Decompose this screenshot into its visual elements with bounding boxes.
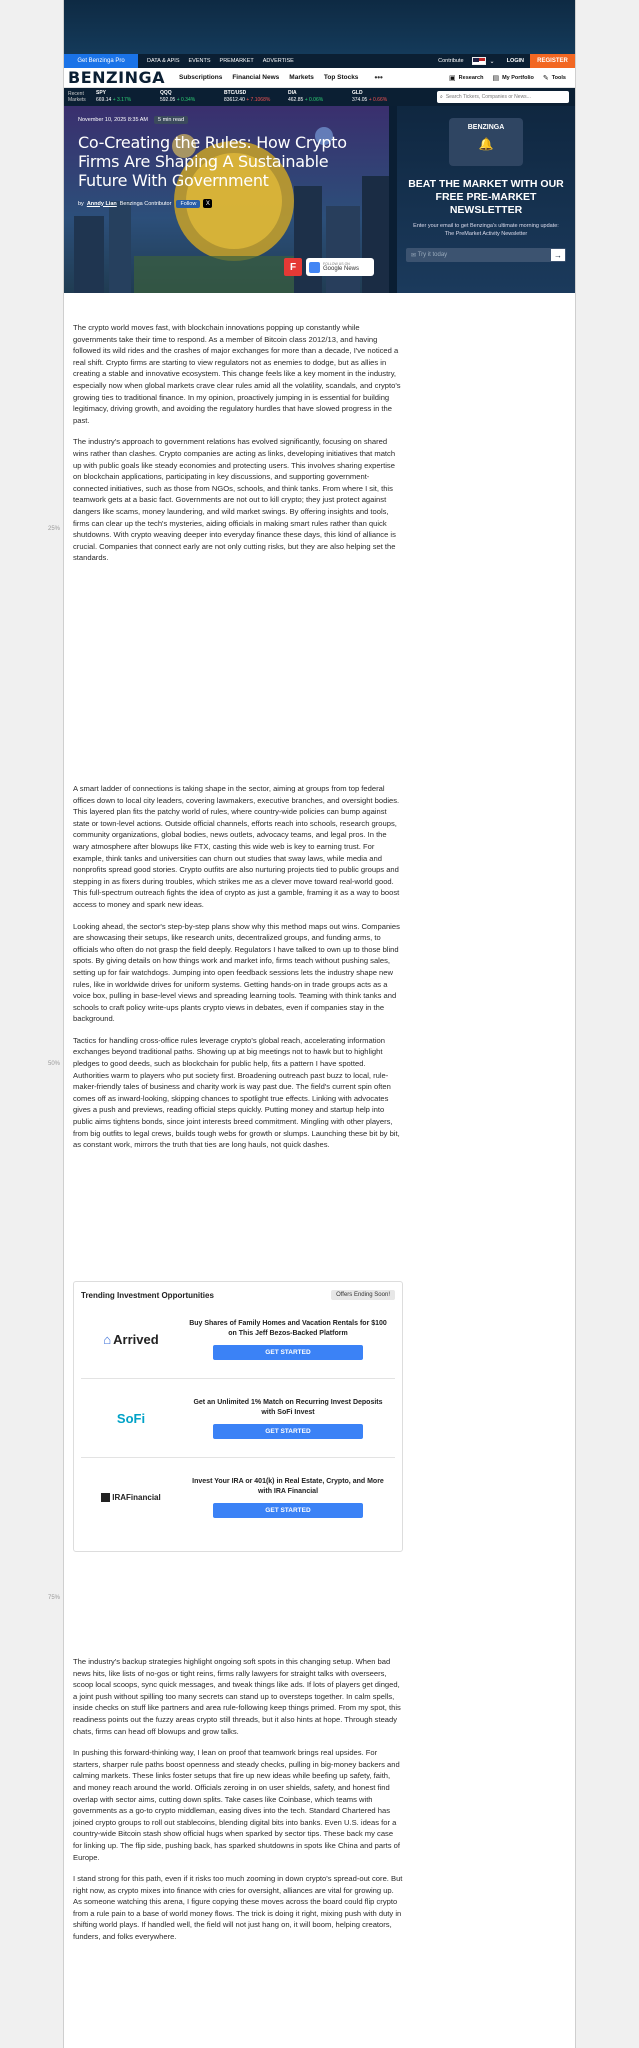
offers-ending-badge: Offers Ending Soon!	[331, 1290, 395, 1300]
offer-text: Get an Unlimited 1% Match on Recurring Invest Deposits with SoFi Invest	[193, 1398, 383, 1416]
nav-markets[interactable]: Markets	[289, 74, 314, 81]
submit-arrow-button[interactable]: →	[551, 249, 565, 261]
get-started-button[interactable]: GET STARTED	[213, 1424, 363, 1439]
benzinga-logo[interactable]: BENZINGA	[68, 68, 165, 87]
bell-icon: 🔔	[478, 137, 494, 151]
portfolio-link[interactable]: ▤ My Portfolio	[492, 74, 534, 82]
article-body-part-1	[73, 322, 403, 574]
google-news-button[interactable]: FOLLOW US ON Google News	[306, 258, 374, 276]
x-icon[interactable]: X	[203, 199, 212, 208]
article-date: November 10, 2025 8:35 AM	[78, 117, 149, 123]
ira-financial-logo: IRA Financial	[81, 1493, 181, 1502]
ticker-dia[interactable]: DIA 462.85 + 0.06%	[288, 90, 324, 103]
article-paragraph: A smart ladder of connections is taking shape in the sector, aiming at groups from top federal offices down to local city leaders, covering lawmakers, executive branches, and oversight bodies. This layered plan fits the patchy world of rules, where country-wide policies can bump against state or town-level actions. Outside official channels, efforts reach into schools, research groups, community organizations, global bodies, news outlets, advocacy teams, and legal pros. In the wary atmosphere after blowups like FTX, casting this wide web is key to earning trust. For example, think tanks and universities can churn out studies that sway laws, while media and nonprofits spread good stories. Crypto outfits are also nurturing projects tied to public groups and stepping in as fixers during troubles, which strikes me as a clever move toward real-world good. This full-spectrum outreach fights the idea of crypto as just a gamble, framing it as a way to boost access to money and spark new ideas.	[73, 784, 400, 909]
login-button[interactable]: LOGIN	[506, 58, 524, 64]
right-rail-border	[575, 0, 576, 2048]
ticker-search-input[interactable]: ⌕ Search Tickers, Companies or News...	[437, 91, 569, 103]
ticker-bar	[64, 88, 575, 106]
research-icon: ▣	[449, 74, 456, 82]
offer-text: Buy Shares of Family Homes and Vacation Rentals for $100 on This Jeff Bezos-Backed Platform	[189, 1319, 387, 1337]
author-role: Benzinga Contributor	[119, 200, 172, 207]
chevron-down-icon[interactable]: ⌄	[489, 58, 495, 65]
read-time-badge: 5 min read	[154, 116, 188, 124]
ticker-spy[interactable]: SPY 669.14 + 3.17%	[96, 90, 132, 103]
get-started-button[interactable]: GET STARTED	[213, 1503, 363, 1518]
register-button[interactable]: REGISTER	[530, 54, 575, 68]
article-paragraph: The crypto world moves fast, with blockchain innovations popping up constantly while governments take their time to respond. As a member of Bitcoin class 2012/13, and having followed its wild rides and the crashes of major exchanges for more than a decade, I've noticed a real shift. Crypto firms are starting to view regulators not as enemies to dodge, but as allies in creating a stable and innovative ecosystem. This change feels like a key moment in the industry, especially now when global markets crave clear rules amid all the volatility, scandals, and crypto's growing ties to traditional finance. In my opinion, proactively jumping in is essential for building legitimacy, driving growth, and avoiding the regulatory hurdles that have slowed progress in the past.	[73, 323, 401, 425]
google-news-icon	[309, 262, 320, 273]
us-flag-icon[interactable]	[472, 57, 486, 65]
article-hero	[64, 106, 575, 293]
ticker-label: Recent Markets	[68, 91, 86, 103]
wrench-icon: ✎	[542, 74, 549, 82]
newsletter-panel	[397, 106, 575, 293]
ticker-btc-usd[interactable]: BTC/USD 83612.40 + 7.1068%	[224, 90, 271, 103]
nav-financial-news[interactable]: Financial News	[232, 74, 280, 81]
article-paragraph: Tactics for handling cross-office rules leverage crypto's global reach, accelerating information exchanges beyond traditional paths. Showing up at big meetings not to hawk but to highlight pledges to good deeds, such as blockchain for public help, fits a pattern I have spotted. Authorities warm to players who put society first. Broadening outreach past buzz to local, rule-maker-friendly tales of business and charity work is way past due. The field's current spin often comes off as inward-looking, skipping chances to spotlight true effects. Linking with advocates gives a push and previews, reading official steps quickly. Putting money and startup help into public aims tightens bonds, since joint interests breed commitment. Mingling with other players, from big outfits to legal crews, builds tough webs for growth or slumps. Launching these bit by bit, as constant work, mirrors the truth that ties are long hauls, not quick dashes.	[73, 1035, 400, 1150]
page-content	[64, 0, 575, 2048]
trending-investments-widget	[73, 1281, 403, 1552]
top-ad-banner[interactable]	[64, 0, 575, 54]
research-link[interactable]: ▣ Research	[449, 74, 484, 82]
flipboard-icon[interactable]: F	[284, 258, 302, 276]
portfolio-icon: ▤	[492, 74, 500, 82]
newsletter-logo: BENZINGA 🔔	[449, 118, 523, 166]
arrived-logo: ⌂ Arrived	[103, 1331, 159, 1347]
get-started-button[interactable]: GET STARTED	[213, 1345, 363, 1360]
article-title: Co-Creating the Rules: How Crypto Firms Are Shaping A Sustainable Future With Government	[78, 133, 347, 190]
offer-arrived	[81, 1300, 395, 1379]
article-body-part-3	[73, 1656, 403, 1953]
article-body-part-2	[73, 783, 403, 1161]
ticker-gld[interactable]: GLD 374.05 + 0.66%	[352, 90, 388, 103]
search-icon: ⌕	[440, 94, 443, 100]
nav-top-stocks[interactable]: Top Stocks	[323, 74, 359, 81]
scroll-depth-markers	[45, 0, 63, 2048]
ira-icon	[101, 1493, 110, 1502]
newsletter-title: BEAT THE MARKET WITH OUR FREE PRE-MARKET NEWSLETTER	[408, 178, 564, 216]
article-meta	[78, 116, 378, 124]
article-paragraph: The industry's approach to government relations has evolved significantly, focusing on shared wins rather than clashes. Crypto companies are acting as links, developing initiatives that match up with public goals like steady economies and protecting users. This involves sharing expertise on blockchain applications, participating in key discussions, and supporting government-connected initiatives, such as those from NGOs, schools, and think tanks. From where I sit, this teamwork gets at a basic fact. Governments are not out to kill crypto; they just protect against dangers like scams, money laundering, and wild market swings. By offering insights and tools, firms can clear up the tech's mysteries, aiding officials in making smart rules rather than quick shutdowns. With crypto weaving deeper into everyday finance these days, this kind of alliance is crucial. Companies that connect early are not only cutting risks, but they are also helping set the standards.	[73, 437, 396, 563]
arrived-icon: ⌂	[103, 1331, 112, 1347]
tools-link[interactable]: ✎ Tools	[542, 74, 566, 82]
follow-button[interactable]: Follow	[176, 200, 200, 208]
benzinga-pro-button[interactable]: Get Benzinga Pro	[64, 54, 138, 68]
article-paragraph: I stand strong for this path, even if it risks too much zooming in down crypto's spread-out core. But right now, as crypto mixes into finance with cries for oversight, alliances are vital for growing up. As someone watching this arena, I figure copying these moves across the board could flip crypto from a rule pain to a base of world money flows. The trick is doing it right, mixing push with duty in shifting world plays. If handled well, the field will not just hang on, it will boom, helping creators, funders, and folks everywhere.	[73, 1874, 403, 1942]
offer-sofi	[81, 1379, 395, 1458]
newsletter-email-input[interactable]: ✉ Try it today →	[406, 248, 566, 262]
trending-title: Trending Investment Opportunities	[81, 1290, 214, 1300]
article-paragraph: In pushing this forward-thinking way, I lean on proof that teamwork brings real upsides. For starters, sharper rule paths boost openness and steady checks, pulling in big-money backers and calming markets. These links foster setups that fire up new ideas while beefing up safety, faith, and money reach around the world. Officials zeroing in on user shields, safety, and honest find overlap with sector aims, cutting down splits. Take cases like Coinbase, which teams with governments as a go-to crypto middleman, easing dives into the tech. Standard Chartered has joined crypto groups to roll out stablecoins, blending digital bits into banks. Even U.S. ideas for a country-wide Bitcoin stash show official hugs when sparked by sector tips. These back my case for linking up. The flip side, pushing back, has sparked shutdowns in spots like China and parts of Europe.	[73, 1748, 401, 1862]
contribute-link[interactable]: Contribute	[438, 58, 464, 64]
nav-subscriptions[interactable]: Subscriptions	[178, 74, 223, 81]
ticker-qqq[interactable]: QQQ 592.05 + 0.34%	[160, 90, 196, 103]
topbar-link-events[interactable]: EVENTS	[188, 58, 211, 64]
scroll-mark-50: 50%	[48, 1061, 61, 1067]
top-utility-bar	[64, 54, 575, 68]
mail-icon: ✉	[411, 252, 418, 259]
article-paragraph: The industry's backup strategies highlight ongoing soft spots in this changing setup. When bad news hits, like lists of no-gos or tight reins, firms rally lawyers for straight talks with overseers, scoop local scoops, sync quick messages, and tweak things like ads. If lots of players get dinged, a joint push without spilling too many secrets can stand up to oversteps together. In calm spells, inside checks on stuff like partners and area rule-following keep things primed. From my spot, this readiness points out the fuzzy areas crypto still threads, but it also hints at hope. Through steady chats, firms can head off blowups and grow talks.	[73, 1657, 401, 1736]
scroll-mark-25: 25%	[48, 526, 61, 532]
article-paragraph: Looking ahead, the sector's step-by-step plans show why this method maps out wins. Companies are showcasing their setups, like research units, decentralized groups, and funding arms, to officials who often do not grasp the field deeply. Regulators I have talked to own up to those blind spots. By giving details on how things work and market info, firms teach without pushing sales, setting up for fair watchdogs. Jumping into open feedback sessions lets the industry shape new rules, like in worldwide drives for uniform systems. Getting hands-on in trade groups acts as a voice box, pulling in base-level views and spreading learning tools. Teaming with think tanks and schools to craft policy write-ups plants crypto views in debates, even if companies stay in the background.	[73, 921, 400, 1024]
topbar-link-premarket[interactable]: PREMARKET	[219, 58, 254, 64]
offer-ira-financial	[81, 1458, 395, 1537]
byline: by Anndy Lian Benzinga Contributor Follow X	[78, 199, 378, 208]
offer-text: Invest Your IRA or 401(k) in Real Estate, Crypto, and More with IRA Financial	[192, 1478, 384, 1495]
more-menu-icon[interactable]: •••	[374, 73, 383, 82]
author-link[interactable]: Anndy Lian	[86, 200, 117, 207]
scroll-mark-75: 75%	[48, 1595, 61, 1601]
main-nav	[64, 68, 575, 88]
newsletter-subtitle: Enter your email to get Benzinga's ultimate morning update: The PreMarket Activity Newsletter	[413, 223, 559, 237]
sofi-logo: SoFi	[116, 1410, 146, 1426]
topbar-link-data-apis[interactable]: DATA & APIS	[147, 58, 180, 64]
topbar-link-advertise[interactable]: ADVERTISE	[262, 58, 294, 64]
